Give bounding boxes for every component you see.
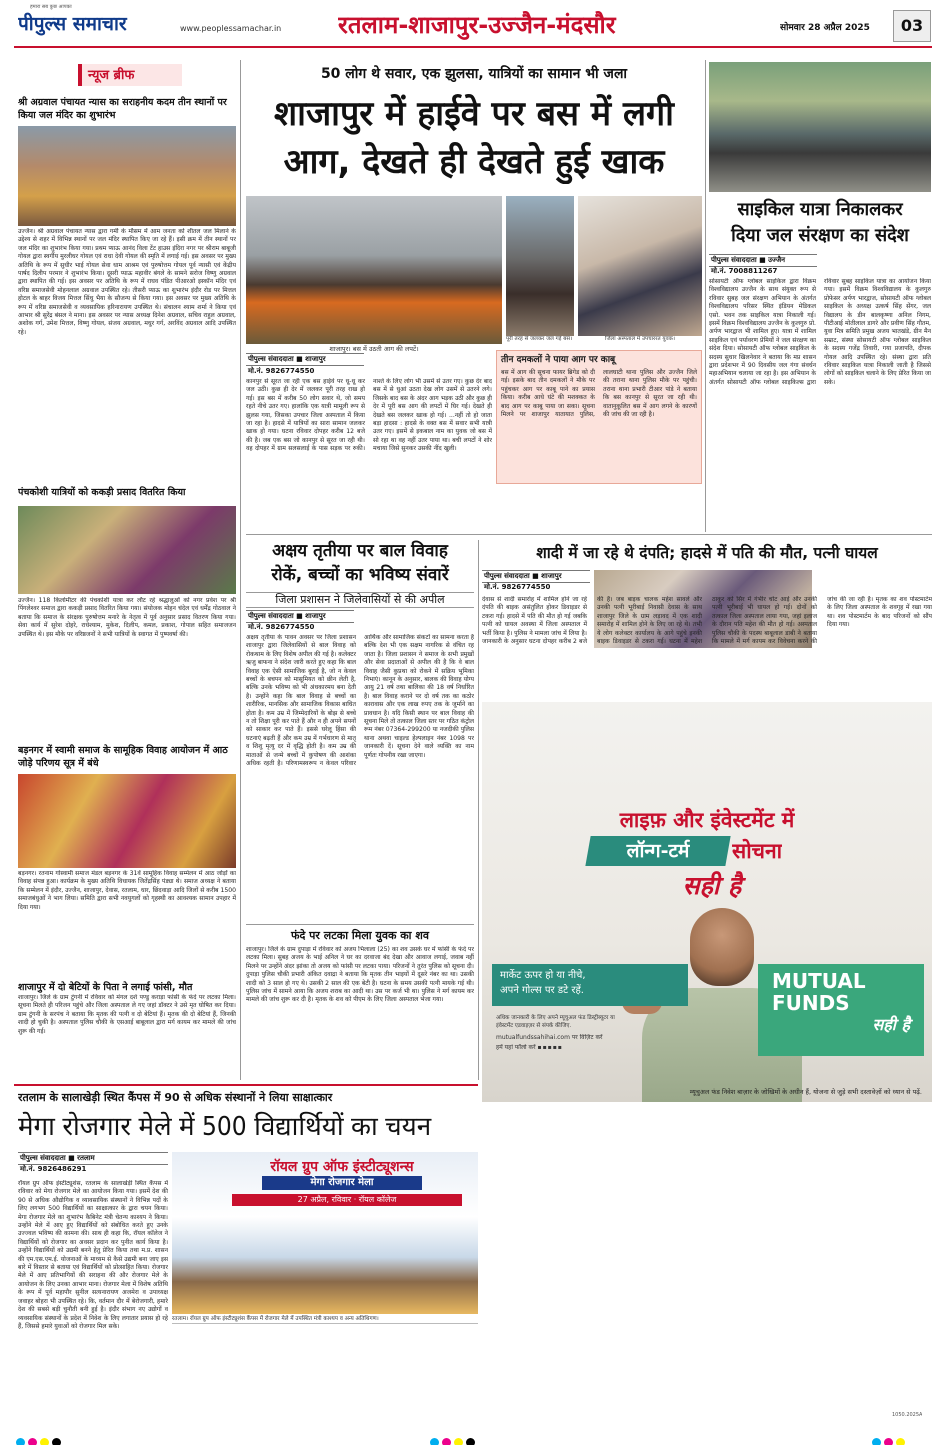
- printer-marks-center: [430, 1432, 478, 1442]
- website[interactable]: www.peoplessamachar.in: [180, 24, 282, 33]
- masthead-tagline: हमारा सब कुछ आपका: [30, 4, 72, 10]
- mela-banner-date: 27 अप्रैल, रविवार · रॉयल कॉलेज: [232, 1194, 462, 1206]
- child-headline-1: अक्षय तृतीया पर बाल विवाह: [272, 541, 448, 561]
- lead-photo-bus-fire: [246, 196, 502, 344]
- lead-infobox-head: तीन दमकलों ने पाया आग पर काबू: [501, 355, 616, 365]
- hang-body: शाजापुर। जिले के ग्राम दुपाड़ा में रविवार को अजय भिलाला (25) का शव उसके घर में फांसी के फंदे पर लटका मिला। सुबह अजय के भाई अनिल ने घर का दरवाजा बंद देखा और आवाज लगाई, जवाब नहीं मिलने पर उन्होंने अंदर झांका तो अजय को फांसी पर लटका पाया। परिजनों ने तुरंत पुलिस को सूचना दी। दुपाड़ा पुलिस चौकी प्रभारी अंकित दवाद्रा ने बताया कि मृतक तीन भाइयों में दूसरे नंबर का था। उसकी शादी को 3 साल हो गए थे। उसकी 2 साल की एक बेटी है। घटना के समय उसकी पत्नी मायके गई थी। पुलिस जांच में सामने आया कि अजय शराब का आदी था। उस पर कर्ज भी था। पुलिस ने मर्ग कायम कर मामले की जांच शुरू कर दी है। मृतक के शव को पीएम के लिए जिला अस्पताल भेजा गया।: [246, 946, 474, 1004]
- brief2-headline: पंचकोशी यात्रियों को ककड़ी प्रसाद वितरित किया: [18, 487, 186, 498]
- lead-photo3-caption: जिला अस्पताल में उपचाररत युवक।: [605, 336, 675, 342]
- cycle-mobile: मो.नं. 7008811267: [711, 267, 778, 275]
- brief2-photo: [18, 506, 236, 594]
- child-deck: जिला प्रशासन ने जिलेवासियों से की अपील: [246, 592, 474, 608]
- ad-brand-box[interactable]: MUTUAL FUNDS सही है: [758, 964, 924, 1056]
- cycle-headline-2: दिया जल संरक्षण का संदेश: [731, 225, 909, 246]
- masthead: [0, 0, 945, 52]
- brief4-body: शाजापुर। जिले के ग्राम टुंगनी में रविवार को मंगल दर्श पण्डु कराड़ा फांसी के फंदे पर लटका मिला। सूचना मिलते ही परिजन पहुंचे और जिला अस्पताल ले गए जहां डॉक्टर ने उसे मृत घोषित कर दिया। ग्राम टुंगनी के सरपंच ने बताया कि मृतक की पत्नी व दो बेटियां हैं। मृतक की दो बेटियां हैं, जिनकी शादी हो चुकी है। अस्पताल पुलिस चौकी के एसआई बाबूलाल द्वारा मर्ग कायम कर मामले की जांच शुरू की गई।: [18, 994, 236, 1035]
- mela-top-rule: [14, 1084, 478, 1086]
- ad-market-box: मार्केट ऊपर हो या नीचे, अपने गोल्स पर डटे रहें.: [492, 964, 688, 1006]
- lead-infobox: [496, 350, 702, 484]
- mela-headline: मेगा रोजगार मेले में 500 विद्यार्थियों का चयन: [18, 1112, 432, 1142]
- brief2-body: उज्जैन। 118 किलोमीटर की पंचकोशी यात्रा कर लौट रहे श्रद्धालुओं को नगर प्रवेश पर श्री पिंगलेश्वर समाज द्वारा ककड़ी प्रसाद वितरित किया गया। संयोजक मोहन चंदेल एवं धर्मेंद्र गोठवाल ने बताया कि समाज के संरक्षक पुरुषोत्तम मनारे के नेतृत्व में पूर्व अनुसार प्रसाद वितरण किया गया। सेवा कार्य में सुरेश दोहरे, राधेश्याम, मुकेश, दिलीप, कमल, प्रकाश, गोपाल सहित समाजजन उपस्थित थे। इस मौके पर वरिष्ठजनों ने सभी यात्रियों के स्वागत में पुष्पवर्षा की।: [18, 597, 236, 638]
- printer-marks-right: [872, 1432, 908, 1442]
- brief3-headline: बड़नगर में स्वामी समाज के सामूहिक विवाह आयोजन में आठ जोड़े परिणय सूत्र में बंधे: [18, 745, 228, 769]
- ad-headline-3: सोचना: [732, 839, 783, 863]
- ad-website-link[interactable]: mutualfundssahihai.com पर विज़िट करें: [496, 1034, 603, 1041]
- cycle-body: सोसायटी ऑफ ग्लोबल साइकिल द्वारा विक्रम विश्वविद्यालय उज्जैन के साथ संयुक्त रूप से रविवार सुबह जल संरक्षण अभियान के अंतर्गत विश्वविद्यालय परिसर स्थित इंडियन मेडिकल एसो. भवन तक साइकिल यात्रा निकाली गई। इसमें विक्रम विश्वविद्यालय उज्जैन के कुलगुरु प्रो. अर्पण भारद्वाज भी शामिल हुए। यात्रा में शामिल साइकिल एवं पर्यावरण प्रेमियों ने जल संरक्षण का संदेश दिया। सोसायटी ऑफ ग्लोबल साइकिल के सदस्य सुधार खिलनेवार ने बताया कि मप्र शासन द्वारा प्रदेशभर में 90 दिवसीय जल गंगा संवर्धन महाअभियान चलाया जा रहा है। इस अभियान के अंतर्गत सोसायटी ऑफ ग्लोबल साइकिल्स द्वारा रविवार सुबह साइकिल यात्रा का आयोजन किया गया। इसमें विक्रम विश्वविद्यालय के कुलगुरु प्रोफेसर अर्पण भारद्वाज, सोसायटी ऑफ ग्लोबल साइकिल के अध्यक्ष उत्कर्ष सिंह सेंगर, जल विद्यालय के डीन बालकृष्णा अनिल निगम, पीटीआई मोतीलाल डागरे और प्रवीण सिंह गौतम, युवा मित्र समिति प्रमुख अजय भातखंडे, ग्रीन मैन सम्राट, संस्था सोसायटी ऑफ ग्लोबल साइकिल के सदस्य गजेंद्र तिवारी, गया प्रजापति, दीपक गोयल आदि उपस्थित रहे। संस्था द्वारा प्रति रविवार साइकिल यात्रा निकाली जाती है जिससे लोगों को साइकिल चलाने के लिए प्रेरित किया जा सके।: [709, 278, 931, 386]
- lead-photo1-caption: शाजापुर। बस में उठती आग की लपटें।: [329, 345, 419, 353]
- mela-body: रॉयल ग्रुप ऑफ इंस्टीट्यूशंस, रतलाम के सालाखेड़ी स्थित कैंपस में रविवार को मेगा रोजगार मेले का आयोजन किया गया। इसमें देश की 90 से अधिक औद्योगिक व व्यावसायिक संस्थानों ने विभिन्न पदों के लिए लगभग 500 विद्यार्थियों का साक्षात्कार के द्वारा चयन किया। मेगा रोजगार मेले का शुभारंभ कैबिनेट मंत्री चेतन्य काश्यप ने किया। उन्होंने मेले में आए हुए विद्यार्थियों को संबोधित करते हुए उनके उज्ज्वल भविष्य की कामना की। साथ ही कहा कि, रॉयल कॉलेज ने विद्यार्थियों को रोजगार का अवसर प्रदान कर पुनीत कार्य किया है। उन्होंने विद्यार्थियों को उद्यमी बनने हेतु प्रेरित किया तथा म.प्र. शासन की एम.एस.एम.ई. योजनाओं के माध्यम से कैसे उद्यमी बना जाए इस बारे में विस्तार से बताया एवं विद्यार्थियों को प्रोत्साहित किया। रोजगार मेले में आए प्रतिभागियों की सराहना की और रोजगार मेले के आयोजन के लिए उनका आभार माना। रोजगार मेला में विशेष अतिथि के रूप में पूर्व महापौर सुनील सत्यनारायण अजमेरा व उपाध्यक्ष जवाहर बोहरा भी उपस्थित रहे। कि, वर्तमान दौर में बेरोजगारी, हमारे देश की सबसे बड़ी चुनौती बनी हुई है। इंदौर संभाग नए उद्योगों व व्यवसायिक संस्थानों के प्रदेश में निवेश के लिए लगातार प्रयास हो रहे हैं, जिससे हमारे युवाओं को रोजगार मिल सके।: [18, 1180, 168, 1330]
- brief1-headline: श्री अग्रवाल पंचायत न्यास का सराहनीय कदम तीन स्थानों पर किया जल मंदिर का शुभारंभ: [18, 97, 227, 121]
- lead-photo-injured: [578, 196, 702, 336]
- edition-title: रतलाम-शाजापुर-उज्जैन-मंदसौर: [338, 11, 616, 39]
- mela-banner-title: रॉयल ग्रुप ऑफ इंस्टीट्यूशन्स: [270, 1159, 414, 1175]
- hang-headline: फंदे पर लटका मिला युवक का शव: [291, 929, 429, 942]
- left-column-rule: [240, 60, 241, 1080]
- issue-date: सोमवार 28 अप्रैल 2025: [780, 23, 870, 33]
- brief1-photo: [18, 126, 236, 226]
- child-headline-2: रोकें, बच्चों का भविष्य संवारें: [271, 565, 449, 585]
- brief4-headline: शाजापुर में दो बेटियों के पिता ने लगाई फांसी, मौत: [18, 982, 193, 993]
- mela-photo: [172, 1152, 478, 1314]
- ad-follow: हमें यहां फॉलो करें ▪▪▪▪▪: [496, 1044, 563, 1051]
- brief1-body: उज्जैन। श्री अग्रवाल पंचायत न्यास द्वारा गर्मी के मौसम में आम जनता को शीतल जल मिलाने के उद्देश्य से शहर में विभिन्न स्थानों पर जल मंदिर स्थापित किए जा रहे हैं। इसी क्रम में तीन स्थानों पर जल मंदिर का शुभारंभ किया गया। प्रथम प्याऊ आनंद विला टेंट हाउस इंदिरा नगर पर श्रीराम बाबूजी गोयल द्वारा स्वर्गीय मुरलीधर गोयल एवं राधा देवी गोयल की स्मृति में लगाई गई। इस अवसर पर मुख्य अतिथि के रूप में सुधीर भाई गोयल सेवा धाम आश्रम एवं पुरुषोत्तम गोयल पूर्व न्यासी एवं केंद्रीय पार्षद दिलीप परमार ने शुभारंभ किया। दूसरी प्याऊ महावीर बंगले के सामने सरोज विष्णु अग्रवाल द्वारा स्थापित की गई। इस अवसर पर अतिथि के रूप में राघव पंडित पीआरओ इस्कॉन मंदिर एवं वरिष्ठ समाजसेवी मोहनलाल अग्रवाल उपस्थित रहे। तीसरी प्याऊ का शुभारंभ इंदौर रोड पर मित्तल होटल के बाहर विजय मित्तल सिंधु भैया के सौजन्य से किया गया। इस अवसर पर मुख्य अतिथि के रूप में वरिष्ठ समाजसेवी व व्यवसायिक हरिनारायण उपस्थित थे। संचालन श्याम शर्मा ने किया एवं आभार श्री सुरेंद्र बंसल ने माना। इस अवसर पर न्यास अध्यक्ष दिनेश अग्रवाल, सचिव राहुल अग्रवाल, अशोक गर्ग, उमेश मित्तल, विष्णु गोयल, संजय अग्रवाल, मधुर गर्ग, अरविंद अग्रवाल आदि उपस्थित रहे।: [18, 228, 236, 336]
- lead-photo-burnt-bus: [506, 196, 574, 336]
- ad-headline-4: सही है: [682, 871, 742, 900]
- mela-mobile: मो.नं. 9826486291: [20, 1165, 87, 1173]
- lead-byline: पीपुल्स संवाददाता ■ शाजापुर: [246, 353, 364, 366]
- ad-contact-2: इंवेस्टमेंट एडवाइज़र से संपर्क कीजिए.: [496, 1023, 572, 1029]
- child-byline: पीपुल्स संवाददाता ■ शाजापुर: [246, 610, 354, 623]
- social-icons[interactable]: ▪▪▪▪▪: [537, 1044, 563, 1051]
- child-body: अक्षय तृतीया के पावन अवसर पर जिला प्रशासन शाजापुर द्वारा जिलेवासियों से बाल विवाह को रोकथाम के लिए विशेष अपील की गई है। कलेक्टर ऋजु बाफना ने संदेश जारी करते हुए कहा कि बाल विवाह एक ऐसी सामाजिक बुराई है, जो न केवल बच्चों के बचपन को मासूमियत को छीन लेती है, बल्कि उनके भविष्य को भी अंधकारमय बना देती है। उन्होंने कहा कि बाल विवाह से बच्चों का शारीरिक, मानसिक और सामाजिक विकास बाधित होता है। कम उम्र में जिम्मेदारियों के बोझ से बच्चे न तो शिक्षा पूरी कर पाते हैं और न ही अपने सपनों को साकार कर पाते हैं। इससे घरेलू हिंसा की घटनाएं बढ़ती हैं और कम उम्र में गर्भधारण से मातृ व शिशु मृत्यु दर में वृद्धि होती है। कम उम्र की माताओं से जन्मे बच्चों में कुपोषण की आशंका अधिक रहती है। परिणामस्वरूप न केवल परिवार आर्थिक और सामाजिक संकटों का सामना करता है बल्कि देश भी एक सक्षम नागरिक से वंचित रह जाता है। जिला प्रशासन ने समाज के सभी प्रमुखों और सेवा प्रदाताओं से अपील की है कि वे बाल विवाह जैसी कुप्रथा को रोकने में सक्रिय भूमिका निभाएं। कानून के अनुसार, बालक की विवाह योग्य आयु 21 वर्ष तथा बालिका की 18 वर्ष निर्धारित है। बाल विवाह कराने पर दो वर्ष तक का कठोर कारावास और एक लाख रुपए तक के जुर्माने का प्रावधान है। यदि किसी स्थान पर बाल विवाह की सूचना मिले तो तत्काल जिला स्तर पर गठित कंट्रोल रूम नंबर 07364-299200 या नजदीकी पुलिस थाना अथवा चाइल्ड हेल्पलाइन नंबर 1098 पर जानकारी दें। सूचना देने वाले व्यक्ति का नाम पूर्णतः गोपनीय रखा जाएगा।: [246, 634, 474, 768]
- mutual-fund-ad[interactable]: [482, 702, 932, 1102]
- accident-body: देवास से शादी समारोह में शामिल होने जा रहे दंपति की बाइक असंतुलित होकर डिवाइडर से टकरा गई। हादसे में पति की मौत हो गई जबकि पत्नी को घायल अवस्था में जिला अस्पताल में भर्ती किया है। पुलिस ने मामला जांच में लिया है। जानकारी के अनुसार घटना दोपहर करीब 2 बजे की है। जब बाइक चालक महेश सावले और उनकी पत्नी भूरीबाई निवासी देवास के साथ शाजापुर जिले के ग्राम लड़ावद में एक शादी समारोह में शामिल होने के लिए जा रहे थे। तभी ये लोग कलेक्टर कार्यालय के आगे पहुंचे इनकी बाइक डिवाइडर से टकरा गई। घटना में महेश ठाकुर को सिर में गंभीर चोट आई और उनकी पत्नी भूरीबाई भी घायल हो गई। दोनों को तत्काल जिला अस्पताल लाया गया, जहां इलाज के दौरान पति महेश की मौत हो गई। अस्पताल पुलिस चौकी के पदस्थ बाबूलाल डाबी ने बताया कि मामले में मर्ग कायम कर विवेचना करने की जांच की जा रही है। मृतक का शव पोस्टमार्टम के लिए जिला अस्पताल के शवगृह में रखा गया था। शव पोस्टमार्टम के बाद परिजनों को सौंप दिया गया।: [482, 596, 932, 646]
- lead-headline-2: आग, देखते ही देखते हुई खाक: [283, 142, 665, 182]
- mela-banner-sub: मेगा रोजगार मेला: [262, 1176, 422, 1190]
- lead-right-rule: [705, 60, 706, 532]
- newsbrief-tag: न्यूज ब्रीफ: [78, 64, 182, 86]
- accident-mobile: मो.नं. 9826774550: [484, 583, 551, 591]
- cycle-headline-1: साइकिल यात्रा निकालकर: [737, 199, 903, 220]
- mela-photo-caption: रतलाम। रॉयल ग्रुप ऑफ इंस्टीट्यूशंस कैंपस में रोजगार मेले में उपस्थित मंत्री काश्यप व अन्य अतिथिगण।: [172, 1315, 478, 1324]
- cycle-byline: पीपुल्स संवाददाता ■ उज्जैन: [709, 254, 817, 267]
- lead-kicker: 50 लोग थे सवार, एक झुलसा, यात्रियों का सामान भी जला: [320, 66, 628, 82]
- ad-headline-2-badge: लॉन्ग-टर्म: [585, 836, 730, 866]
- mela-byline: पीपुल्स संवाददाता ■ रतलाम: [18, 1152, 168, 1165]
- child-right-rule: [478, 540, 479, 1080]
- lead-headline-1: शाजापुर में हाईवे पर बस में लगी: [274, 94, 674, 134]
- ad-headline-1: लाइफ़ और इंवेस्टमेंट में: [619, 808, 795, 832]
- ad-code: 1050.2025A: [892, 1412, 923, 1418]
- logo: पीपुल्स समाचार: [18, 13, 127, 35]
- child-bottom-rule: [246, 924, 474, 925]
- child-mobile: मो.नं. 9826774550: [248, 623, 315, 631]
- masthead-rule: [14, 46, 932, 48]
- lead-mobile: मो.नं. 9826774550: [248, 367, 315, 375]
- mid-horizontal-rule: [246, 534, 932, 535]
- mela-kicker: रतलाम के सालाखेड़ी स्थित कैंपस में 90 से अधिक संस्थानों ने लिया साक्षात्कार: [18, 1091, 333, 1104]
- accident-headline: शादी में जा रहे थे दंपति; हादसे में पति की मौत, पत्नी घायल: [536, 544, 878, 562]
- accident-byline: पीपुल्स संवाददाता ■ शाजापुर: [482, 570, 590, 583]
- lead-photo2-caption: पूरी तरह से जलकर जल गई बस।: [506, 336, 573, 342]
- lead-infobox-body: बस में आग की सूचना फायर ब्रिगेड को दी गई। इसके बाद तीन दमकलों ने मौके पर पहुंचकर आग पर काबू पाने का प्रयास किया। करीब आधे घंटे की मशक्कत के बाद आग पर काबू पाया जा सका। सूचना मिलने पर शाजापुर यातायात पुलिस, लालघाटी थाना पुलिस और उज्जैन जिले की तराना थाना पुलिस मौके पर पहुंची। तराना थाना प्रभारी टीआर पांडे ने बताया कि बस कानपुर से सूरत जा रही थी। वातानुकूलित बस में आग लगने के कारणों की जांच की जा रही है।: [501, 369, 697, 419]
- page-number: 03: [893, 10, 931, 42]
- ad-disclaimer: म्यूचुअल फंड निवेश बाज़ार के जोखिमों के अधीन हैं, योजना से जुड़े सभी दस्तावेज़ों को ध्यान से पढ़ें.: [689, 1088, 922, 1096]
- cycle-photo: [709, 62, 931, 192]
- printer-marks-left: [16, 1432, 64, 1442]
- ad-contact-1: अधिक जानकारी के लिए अपने म्यूचुअल फंड डिस्ट्रीब्यूटर या: [496, 1015, 615, 1021]
- brief3-body: बड़नगर। रतनाम गोस्वामी समाज मंडल बड़नगर के 31वें सामूहिक विवाह सम्मेलन में आठ जोड़ों का विवाह संपन्न हुआ। कार्यक्रम के मुख्य अतिथि विधायक जितेंद्रसिंह पंड्या थे। समाज अध्यक्ष ने बताया कि सम्मेलन में इंदौर, उज्जैन, शाजापुर, देवास, रतलाम, धार, छिंदवाड़ा आदि जिलों से करीब 1500 समाजबंधुओं ने भाग लिया। समिति द्वारा सभी नवयुगलों को गृहस्थी का आवश्यक सामान उपहार में दिया गया।: [18, 870, 236, 911]
- brief3-photo: [18, 774, 236, 868]
- lead-body: कानपुर से सूरत जा रही एक बस हाईवे पर धू-धू कर जल उठी। कुछ ही देर में जलकर पूरी तरह राख हो गई। इस बस में करीब 50 लोग सवार थे, जो समय रहते नीचे उतर गए। हालांकि एक यात्री मामूली रूप से झुलस गया, जिसका उपचार जिला अस्पताल में किया जा रहा है। हादसे में यात्रियों का सारा सामान जलकर खाक हो गया। घटना रविवार दोपहर करीब 12 बजे की है। जब एक बस जो कानपुर से सूरत जा रही थी। वह दोपहर में ग्राम सलसलाई के पास सड़क पर रुकी। नाश्ते के लिए लोग भी उसमें से उतर गए। कुछ देर बाद बस में से धुआं उठता देख लोग उसमें से उतरने लगे। जिसके बाद बस के अंदर आग भड़क उठी और कुछ ही देर में पूरी बस आग की लपटों में घिर गई। देखते ही देखते बस जलकर खाक हो गई। ...नहीं तो हो जाता बड़ा हादसा : हादसे के वक्त बस में सवार सभी यात्री उतर गए। इसमें से इकबाल नाम का युवक जो बस में सो रहा था वह नहीं उतर पाया था। बची लपटों ने शोर मचाया जिसे सुनकर उसकी नींद खुली।: [246, 378, 492, 453]
